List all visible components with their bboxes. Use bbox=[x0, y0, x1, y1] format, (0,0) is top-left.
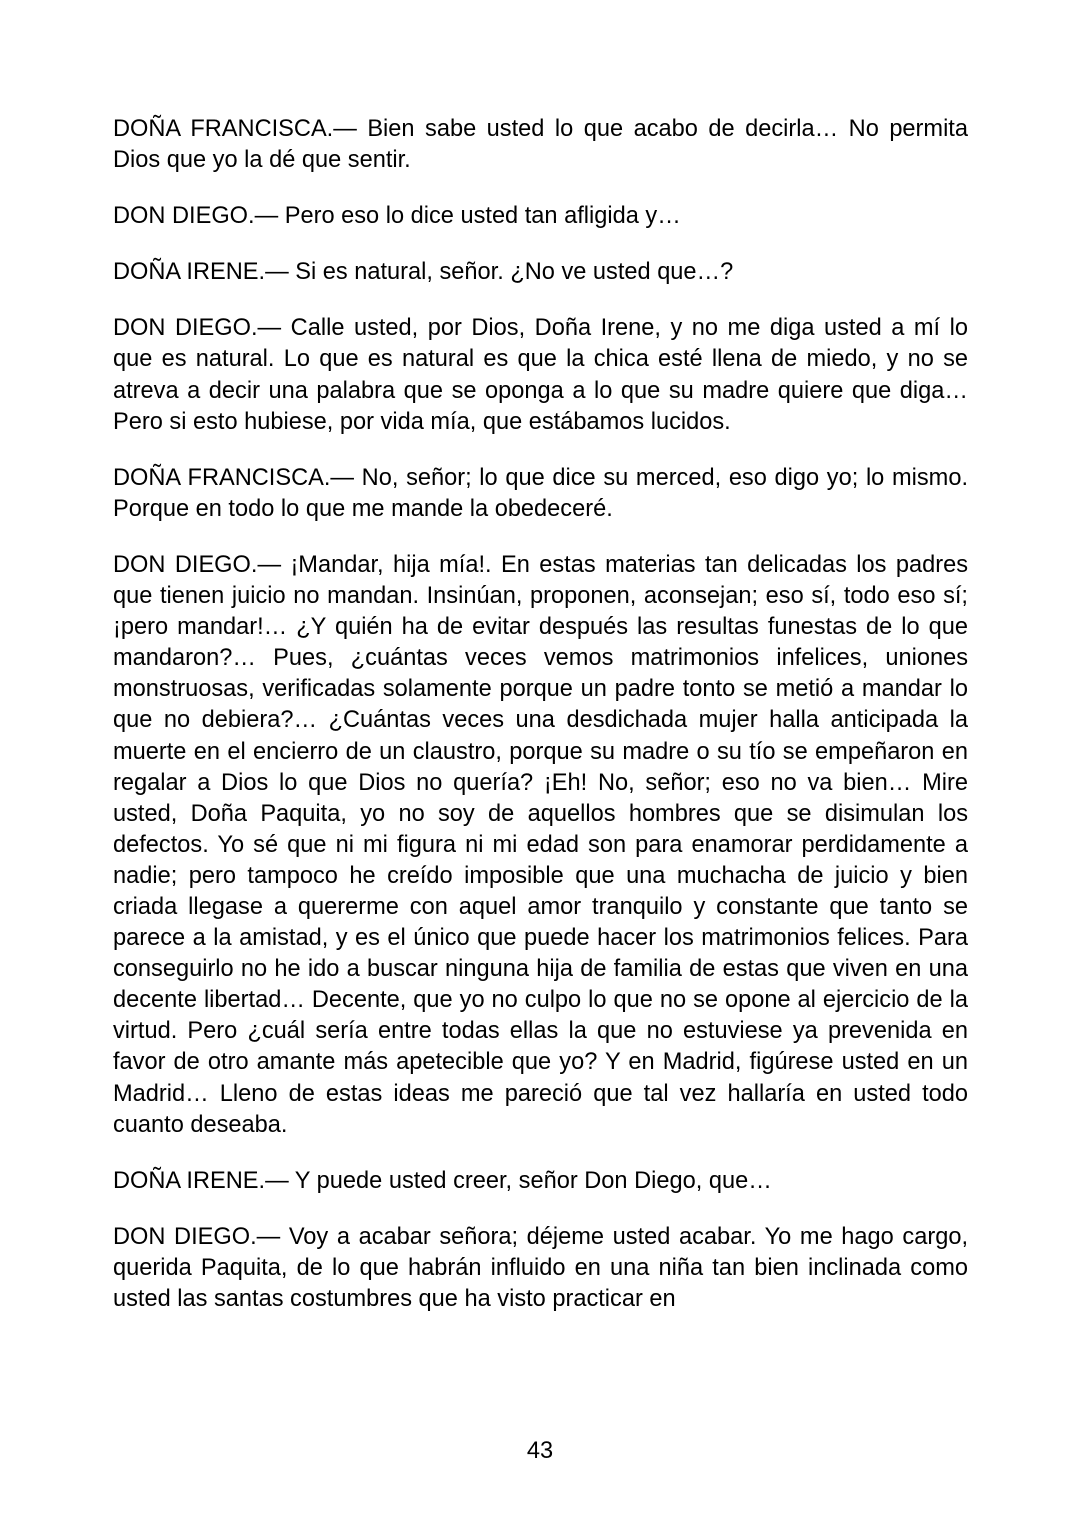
speech-dona-irene-2: DOÑA IRENE.— Y puede usted creer, señor Don Diego, que… bbox=[113, 1167, 772, 1194]
page-body bbox=[113, 114, 968, 1340]
speech-don-diego-4: DON DIEGO.— Voy a acabar señora; déjeme usted acabar. Yo me hago cargo, querida Paquita, de lo que habrán influido en una niña tan bien inclinada como usted las santas costumbres que ha visto practicar en bbox=[113, 1223, 968, 1312]
speech-don-diego-2: DON DIEGO.— Calle usted, por Dios, Doña Irene, y no me diga usted a mí lo que es natural. Lo que es natural es que la chica esté llena de miedo, y no se atreva a decir una palabra que se oponga a lo que su madre quiere que diga… Pero si esto hubiese, por vida mía, que estábamos lucidos. bbox=[113, 315, 968, 435]
page-number: 43 bbox=[526, 1438, 554, 1464]
speech-dona-francisca-2: DOÑA FRANCISCA.— No, señor; lo que dice su merced, eso digo yo; lo mismo. Porque en todo lo que me mande la obedeceré. bbox=[113, 464, 968, 522]
speech-dona-irene-1: DOÑA IRENE.— Si es natural, señor. ¿No ve usted que…? bbox=[113, 259, 734, 286]
speech-don-diego-1: DON DIEGO.— Pero eso lo dice usted tan afligida y… bbox=[113, 203, 681, 230]
speech-dona-francisca-1: DOÑA FRANCISCA.— Bien sabe usted lo que acabo de decirla… No permita Dios que yo la dé que sentir. bbox=[113, 116, 968, 174]
speech-don-diego-3: DON DIEGO.— ¡Mandar, hija mía!. En estas materias tan delicadas los padres que tienen juicio no mandan. Insinúan, proponen, aconsejan; eso sí, todo eso sí; ¡pero mandar!… ¿Y quién ha de evitar después las resultas funestas de lo que mandaron?… Pues, ¿cuántas veces vemos matrimonios infelices, uniones monstruosas, verificadas solamente porque un padre tonto se metió a mandar lo que no debiera?… ¿Cuántas veces una desdichada mujer halla anticipada la muerte en el encierro de un claustro, porque su madre o su tío se empeñaron en regalar a Dios lo que Dios no quería? ¡Eh! No, señor; eso no va bien… Mire usted, Doña Paquita, yo no soy de aquellos hombres que se disimulan los defectos. Yo sé que ni mi figura ni mi edad son para enamorar perdidamente a nadie; pero tampoco he creído imposible que una muchacha de juicio y bien criada llegase a quererme con aquel amor tranquilo y constante que tanto se parece a la amistad, y es el único que puede hacer los matrimonios felices. Para conseguirlo no he ido a buscar ninguna hija de familia de estas que viven en una decente libertad… Decente, que yo no culpo lo que no se opone al ejercicio de la virtud. Pero ¿cuál sería entre todas ellas la que no estuviese ya prevenida en favor de otro amante más apetecible que yo? Y en Madrid, figúrese usted en un Madrid… Lleno de estas ideas me pareció que tal vez hallaría en usted todo cuanto deseaba. bbox=[113, 551, 968, 1138]
